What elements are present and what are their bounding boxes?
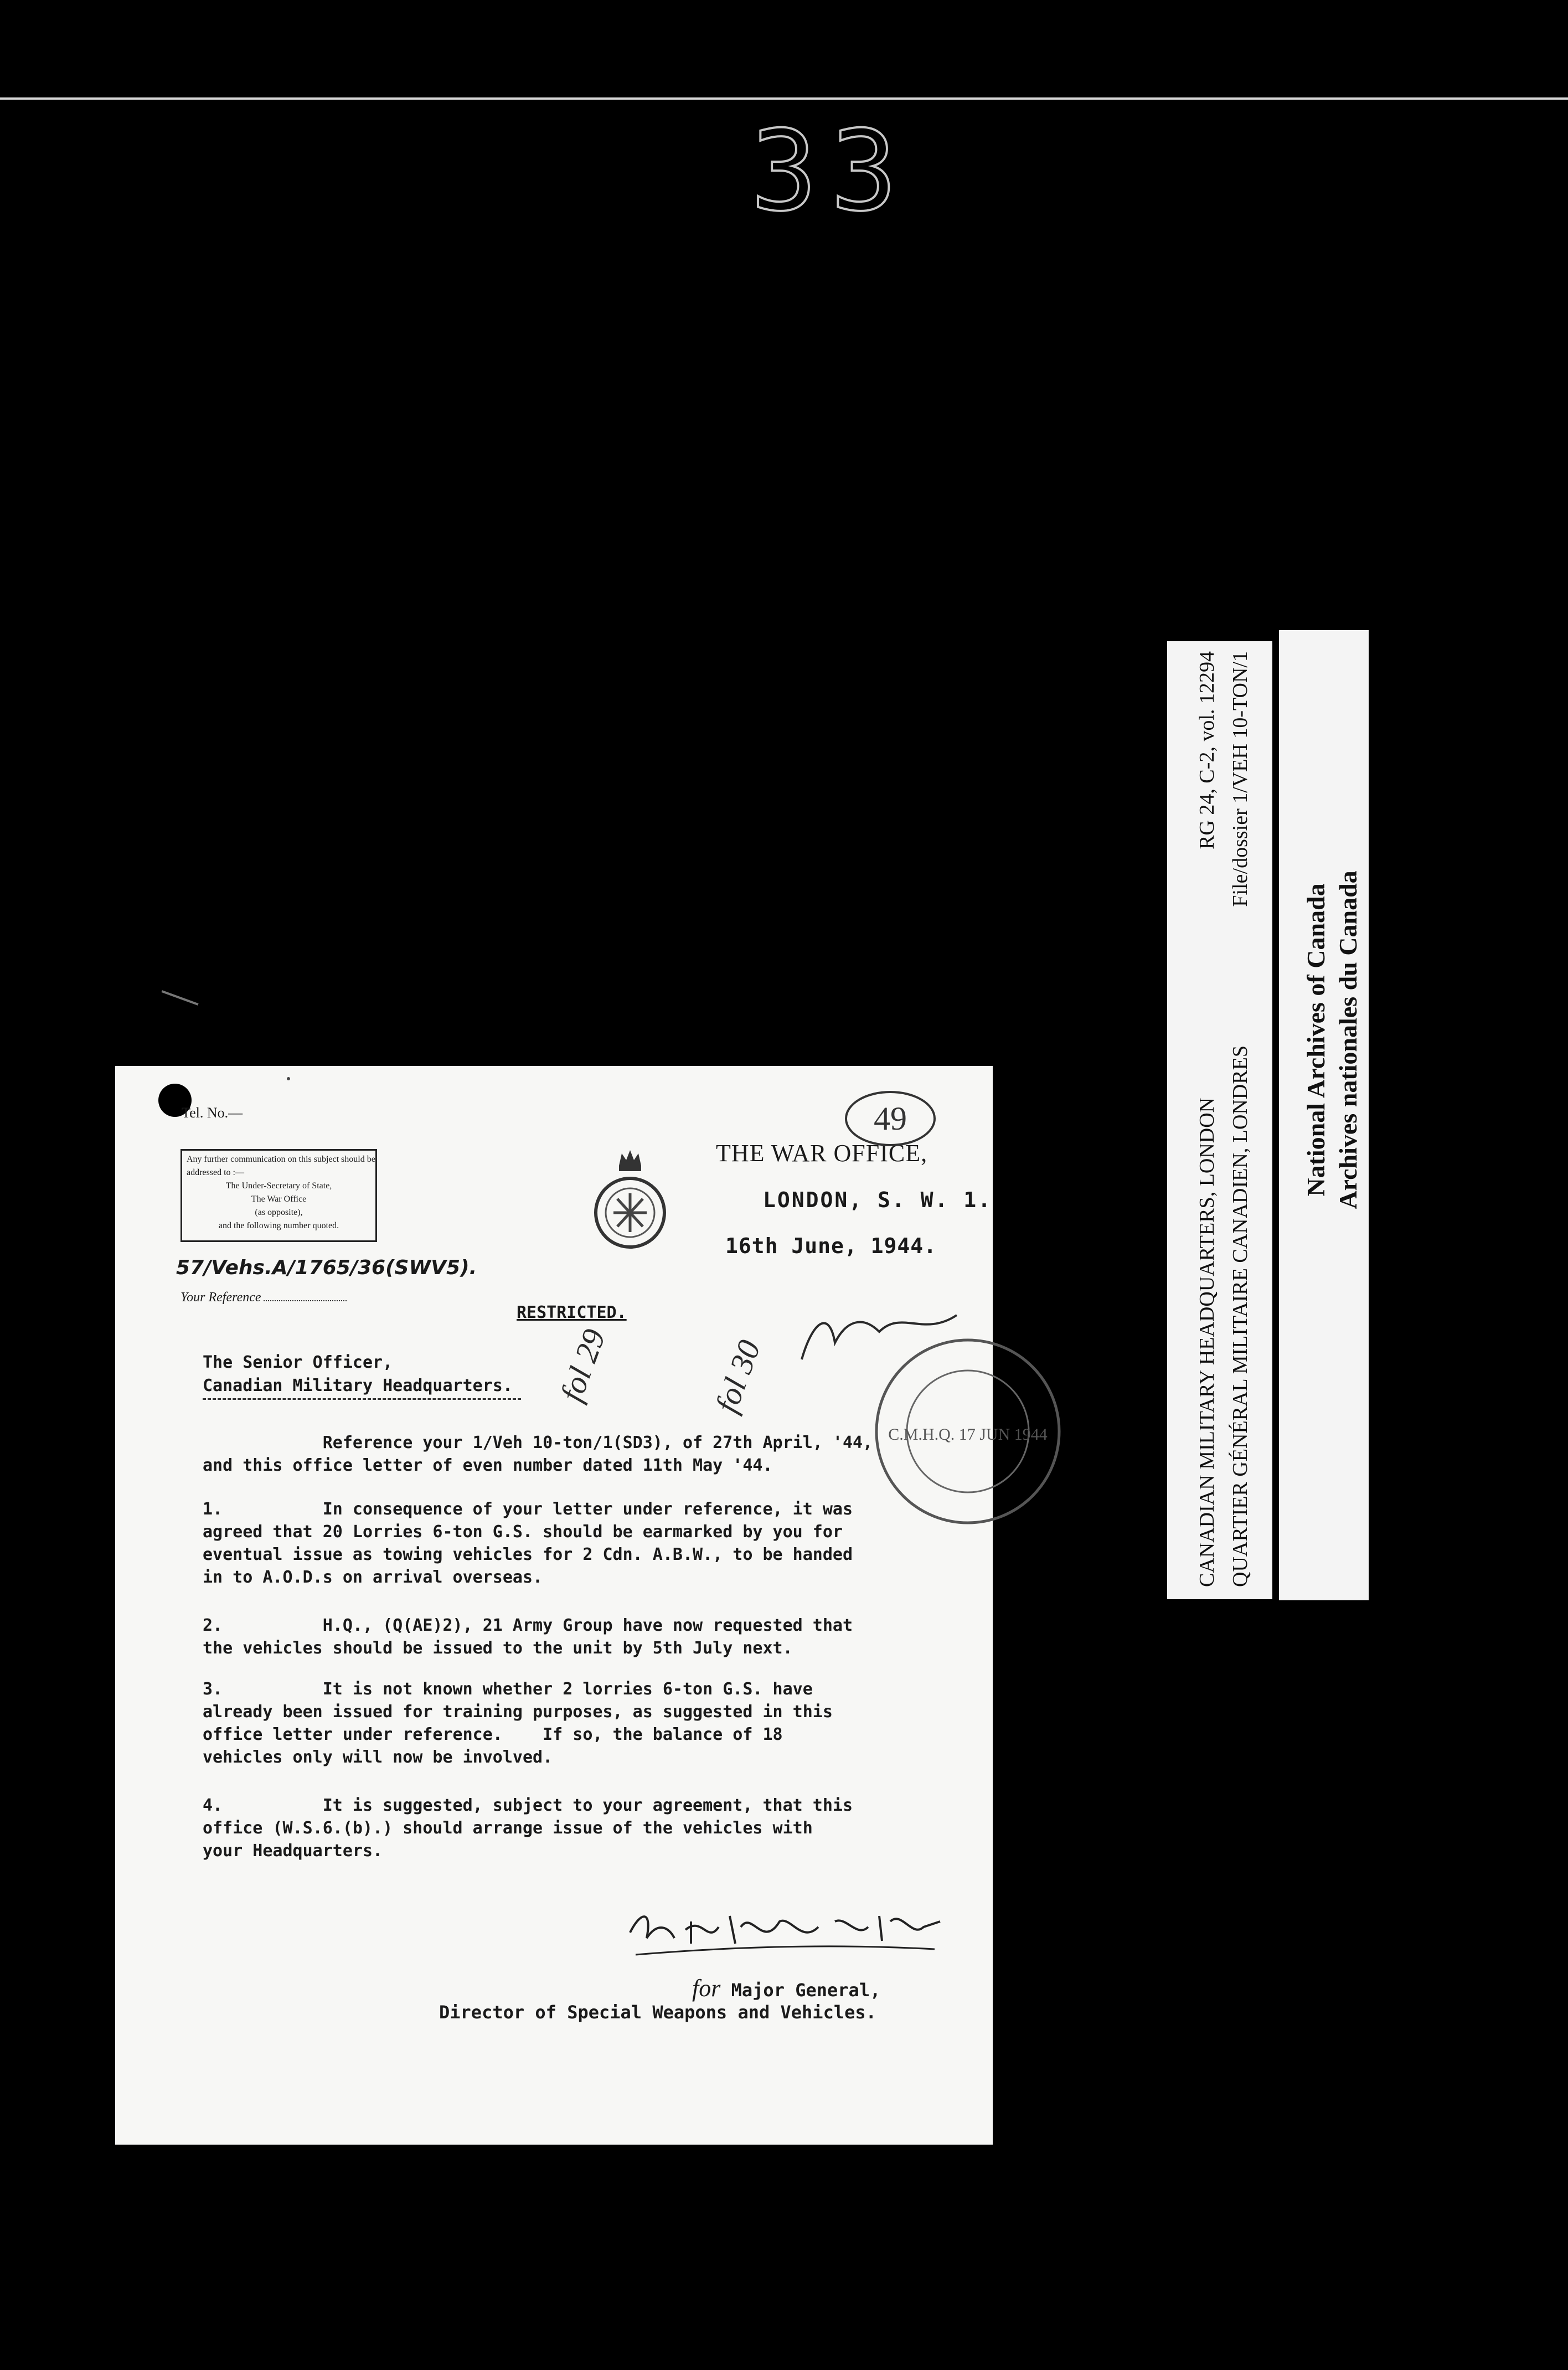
tel-no-label: Tel. No.—	[182, 1105, 243, 1121]
royal-crest-icon	[589, 1143, 672, 1260]
notice-line: The Under-Secretary of State,	[225, 1181, 332, 1191]
divider	[203, 1398, 521, 1400]
film-mark	[161, 990, 198, 1006]
office-name: THE WAR OFFICE,	[716, 1140, 928, 1167]
volume-ref: RG 24, C-2, vol. 12294	[1195, 651, 1219, 849]
film-top-line	[0, 97, 1568, 100]
folio-number-circled	[840, 1088, 940, 1149]
folio-number: 49	[874, 1100, 907, 1137]
signature-block	[692, 1974, 880, 2002]
for-word: for	[692, 1975, 721, 2002]
paragraph: 4. It is suggested, subject to your agreement, that this office (W.S.6.(b).) should arrange issue of the vehicles with your Headquarters.	[203, 1796, 853, 1861]
notice-line: Any further communication on this subject should be addressed to :—	[187, 1155, 375, 1177]
letter-date: 16th June, 1944.	[725, 1234, 937, 1258]
office-city: LONDON, S. W. 1.	[763, 1188, 993, 1212]
your-reference-label: Your Reference	[180, 1290, 347, 1305]
war-office-letter	[115, 1066, 1048, 2145]
signatory-rank: Major General,	[731, 1980, 881, 2001]
stamp-text: C.M.H.Q. 17 JUN 1944	[888, 1425, 1048, 1444]
ink-dot	[287, 1077, 290, 1080]
paragraph: 2. H.Q., (Q(AE)2), 21 Army Group have now requested that the vehicles should be issued to the unit by 5th July next.	[203, 1616, 853, 1658]
addressee: The Senior Officer, Canadian Military Headquarters.	[203, 1353, 513, 1395]
registry-date-stamp	[868, 1332, 1067, 1531]
classification: RESTRICTED.	[517, 1303, 627, 1322]
notice-line: The War Office	[251, 1194, 307, 1204]
fonds-name-en: CANADIAN MILITARY HEADQUARTERS, LONDON	[1195, 1097, 1219, 1587]
paragraph: 1. In consequence of your letter under reference, it was agreed that 20 Lorries 6-ton G.S. should be earmarked by you for eventual issue as towing vehicles for 2 Cdn. A.B.W., to be handed in to A.O.D.s on arrival overseas.	[203, 1500, 853, 1587]
archives-name-en: National Archives of Canada	[1302, 883, 1330, 1197]
signatory-title: Director of Special Weapons and Vehicles.	[439, 2002, 876, 2023]
paragraph: Reference your 1/Veh 10-ton/1(SD3), of 27th April, '44, and this office letter of even number dated 11th May '44.	[203, 1433, 873, 1475]
fonds-name-fr: QUARTIER GÉNÉRAL MILITAIRE CANADIEN, LONDRES	[1229, 1045, 1252, 1587]
handwritten-signature	[625, 1899, 946, 1966]
paragraph: 3. It is not known whether 2 lorries 6-ton G.S. have already been issued for training purposes, as suggested in this office letter under reference. If so, the balance of 18 vehicles only will now be involved.	[203, 1679, 833, 1767]
notice-line: (as opposite),	[255, 1208, 303, 1217]
annotation-fol-30: fol 30	[708, 1335, 767, 1418]
national-archives-label	[1279, 630, 1369, 1600]
address-notice-box	[180, 1149, 377, 1242]
file-ref: File/dossier 1/VEH 10-TON/1	[1229, 651, 1252, 907]
annotation-fol-29: fol 29	[553, 1324, 612, 1406]
frame-number: 33	[750, 107, 911, 236]
notice-line: and the following number quoted.	[218, 1221, 339, 1230]
archive-reference-label	[1167, 641, 1272, 1599]
archives-name-fr: Archives nationales du Canada	[1334, 870, 1362, 1209]
our-reference: 57/Vehs.A/1765/36(SWV5).	[176, 1256, 477, 1279]
